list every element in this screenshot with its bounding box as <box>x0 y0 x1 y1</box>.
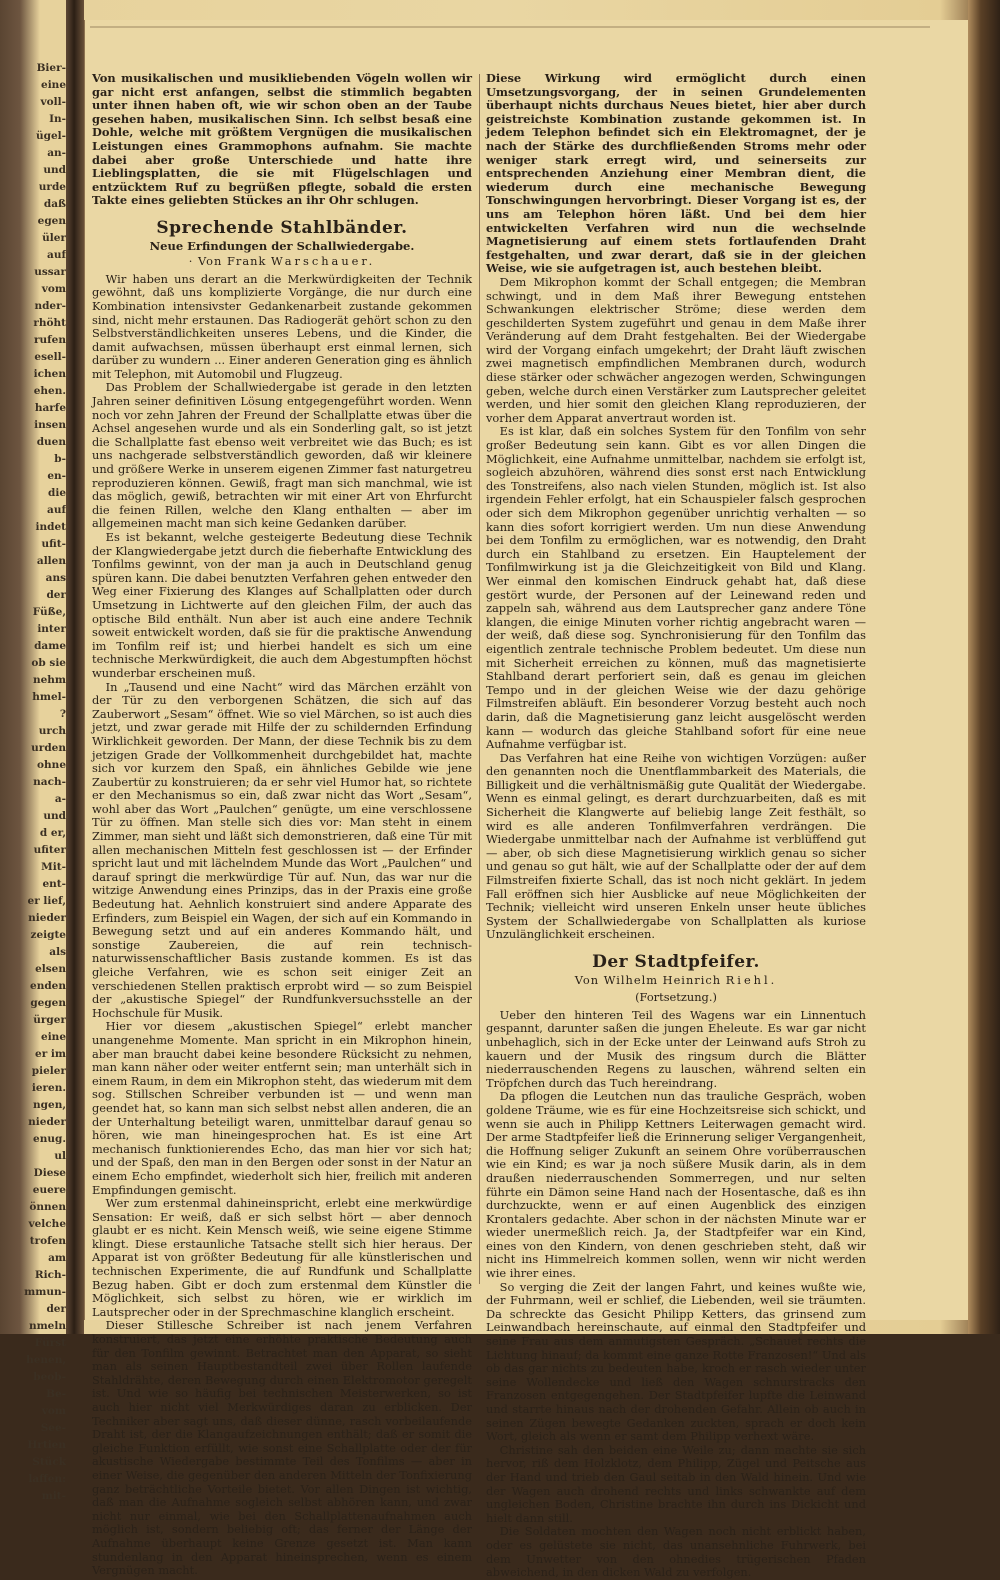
article2-paragraph: Die Soldaten mochten den Wagen noch nicht erblickt haben, oder es gelüstete sie nicht, das unansehnliche Fuhrwerk, bei dem Unwetter von den ohnedies trügerischen Pfaden abweichend, in den dicken Wald zu verfolgen. <box>486 1524 866 1580</box>
previous-page-fragment: eine <box>41 79 66 91</box>
previous-page-fragment: henen, <box>26 1354 66 1366</box>
previous-page-fragment: a- <box>54 793 66 805</box>
previous-page-fragment: allen <box>36 555 66 567</box>
book-gutter <box>66 0 84 1334</box>
previous-page-fragment: er im <box>35 1048 66 1060</box>
previous-page-fragment: urch <box>38 725 66 737</box>
previous-page-fragment: er lief, <box>27 895 66 907</box>
article1-byline-prefix: · Von Frank <box>188 254 267 269</box>
previous-page-fragment: ufit- <box>41 538 66 550</box>
previous-page-fragment: und <box>43 164 66 176</box>
previous-page-fragment: harfe <box>34 402 66 414</box>
previous-page-fragment: ? <box>59 708 66 720</box>
article1-paragraph: Das Verfahren hat eine Reihe von wichtigen Vorzügen: außer den genannten noch die Unentflammbarkeit des Materials, die Billigkeit und die verhältnismäßig gute Qualität der Wiedergabe. Wenn es einmal gelingt, es derart durchzuarbeiten, daß es mit Sicherheit die Klangwerte auf beliebig lange Zeit festhält, so wird es alle anderen Tonfilmverfahren verdrängen. Die Wiedergabe unmittelbar nach der Aufnahme ist verblüffend gut — aber, ob sich diese Magnetisierung wirklich genau so sicher und genau so gut hält, wie auf der Schallplatte oder der auf dem Filmstreifen fixierte Schall, das ist noch nicht geklärt. In jedem Fall eröffnen sich hier Ausblicke auf neue Möglichkeiten der Technik; vielleicht wird unseren Enkeln unser heute übliches System der Schallwiedergabe von Schallplatten als kuriose Unzulänglichkeit erscheinen. <box>486 750 866 942</box>
previous-page-fragment: voll- <box>40 96 66 108</box>
article2-byline-prefix: Von Wilhelm Heinrich <box>574 972 722 987</box>
previous-page-fragment: nehm <box>32 674 66 686</box>
previous-page-fragment: Füße, <box>32 606 66 618</box>
article2-paragraph: Ueber den hinteren Teil des Wagens war ein Linnentuch gespannt, darunter saßen die jungen Eheleute. Es war gar nicht unbehaglich, sich in der Ecke unter der Leinwand aufs Stroh zu kauern und der Musik des ringsum durch die Blätter niederrauschenden Regens zu lauschen, während selten ein Tröpfchen durch das Tuch hereindrang. <box>486 1007 866 1090</box>
previous-page-fragment: nmeln <box>28 1320 66 1332</box>
previous-page-fragment: Mit- <box>41 861 66 873</box>
previous-page-fragment: ohne <box>37 759 66 771</box>
previous-page-fragment: esell- <box>34 351 66 363</box>
previous-page-fragment: ehen. <box>33 385 66 397</box>
article2-title: Der Stadtpfeifer. <box>592 952 760 972</box>
previous-page-fragment: an- <box>47 147 66 159</box>
previous-page-fragment: als <box>49 946 66 958</box>
previous-page-fragment: inter <box>37 623 66 635</box>
previous-page-fragment: ichen <box>33 368 66 380</box>
article2-author: Riehl. <box>725 972 778 987</box>
previous-page-fragment: ussar <box>34 266 66 278</box>
previous-page-fragment: der <box>46 1303 66 1315</box>
previous-page-fragment: dame <box>34 640 66 652</box>
previous-page-fragment: nieder <box>28 912 66 924</box>
previous-page-edge <box>0 60 66 1502</box>
previous-page-fragment: indet <box>35 521 66 533</box>
previous-page-fragment: die <box>47 487 66 499</box>
previous-page-fragment: auf <box>47 249 66 261</box>
previous-page-fragment: zeigte <box>30 929 66 941</box>
previous-page-fragment: urden <box>31 742 66 754</box>
book-spine <box>968 0 1000 1334</box>
previous-page-fragment: mit- <box>41 1490 66 1502</box>
previous-page-fragment: önnen <box>29 1201 66 1213</box>
previous-page-fragment: trofen <box>29 1235 66 1247</box>
column-divider <box>479 74 480 1284</box>
article1-paragraph: Wer zum erstenmal dahineinspricht, erlebt eine merkwürdige Sensation: Er weiß, daß er sich selbst hört — aber dennoch glaubt er es nicht. Kein Mensch weiß, wie seine eigene Stimme klingt. Diese erstaunliche Tatsache stellt sich hier heraus. Der Apparat ist von größter Bedeutung für alle künstlerischen und technischen Experimente, die auf Rundfunk und Schallplatte Bezug haben. Gibt er doch zum erstenmal dem Künstler die Möglichkeit, sich selbst zu hören, wie er wirklich im Lautsprecher oder in der Sprechmaschine klanglich erscheint. <box>92 1196 472 1319</box>
article2-paragraph: Da pflogen die Leutchen nun das trauliche Gespräch, woben goldene Träume, wie es für eine Hochzeitsreise sich schickt, und wenn sie auch in Philipp Kettners Leiterwagen gemacht wird. Der arme Stadtpfeifer ließ die Erinnerung seliger Vergangenheit, die Hoffnung seliger Zukunft an seinem Ohre vorüberrauschen wie ein Kind; es war ja noch süßere Musik darin, als in dem draußen niederrauschenden Sommerregen, und nur selten führte ein Dämon seine Hand nach der Hosentasche, daß es ihn durchzuckte, wenn er auf einen Augenblick des einzigen Krontalers gedachte. Aber schon in der nächsten Minute war er wieder unermeßlich reich. Ja, der Stadtpfeifer war ein Kind, eines von den Kindern, von denen geschrieben steht, daß wir nicht ins Himmelreich kommen sollen, wenn wir nicht werden wie ihrer eines. <box>486 1089 866 1281</box>
previous-page-fragment: duen <box>36 436 66 448</box>
previous-page-fragment: auf <box>47 504 66 516</box>
article1-continued-lead: Diese Wirkung wird ermöglicht durch einen Umsetzungsvorgang, der in seinen Grundelementen überhaupt nichts durchaus Neues bietet, hier aber durch geistreichste Kombination zustande gekommen ist. In jedem Telephon befindet sich ein Elektromagnet, der je nach der Stärke des durchfließenden Stroms mehr oder weniger stark erregt wird, und seinerseits zur entsprechenden Anziehung einer Membran dient, die wiederum durch eine mechanische Bewegung Tonschwingungen hervorbringt. Dieser Vorgang ist es, der uns am Telephon hören läßt. Und bei dem hier entwickelten Verfahren wird nun die wechselnde Magnetisierung auf einem stets fortlaufenden Draht festgehalten, und zwar derart, daß sie in der gleichen Weise, wie sie aufgetragen ist, auch bestehen bleibt. <box>486 71 866 276</box>
previous-page-fragment: Be- <box>46 1388 66 1400</box>
previous-page-fragment: ans <box>45 572 66 584</box>
previous-page-fragment: daß <box>43 198 66 210</box>
previous-page-fragment: nder- <box>34 300 66 312</box>
previous-page-fragment: ngen, <box>33 1099 66 1111</box>
previous-page-fragment: b- <box>54 453 66 465</box>
previous-page-fragment: ul <box>54 1150 66 1162</box>
previous-page-fragment: vom <box>41 283 66 295</box>
previous-page-fragment: beob- <box>33 1371 66 1383</box>
previous-page-fragment: Rich- <box>34 1269 66 1281</box>
previous-page-fragment: rhöht <box>33 317 66 329</box>
previous-page-fragment: In- <box>49 113 66 125</box>
previous-page-fragment: Diese <box>33 1167 66 1179</box>
article2-byline <box>486 974 866 988</box>
previous-page-fragment: Hrtien <box>27 1439 66 1451</box>
article1-paragraph: Dieser Stillesche Schreiber ist nach jenem Verfahren konstruiert, das jetzt eine erhöhte praktische Bedeutung auch für den Tonfilm gewinnt. Betrachtet man den Apparat, so sieht man als seinen Hauptbestandteil zwei über Rollen laufende Stahldrähte, deren Bewegung durch einen Elektromotor geregelt ist. Und wie so häufig bei technischen Meisterwerken, so ist auch hier nicht viel Merkwürdiges daran zu erblicken. Der Techniker aber sagt uns, daß dieser dünne, rasch vorbeilaufende Draht ist, der die Klangaufzeichnungen enthält; daß er somit die gleiche Funktion erfüllt, wie sonst eine Schallplatte oder der für akustische Wiedergabe bestimmte Teil des Tonfilms — aber in einer Weise, die gegenüber den anderen Mitteln der Tonfixierung ganz beträchtliche Vorteile bietet. Vor allen Dingen ist wichtig, daß man die Aufnahme sogleich selbst abhören kann, und zwar nicht nur einmal, wie bei den Schallplattenaufnahmen auch möglich ist, sondern beliebig oft; das ferner der Länge der Aufnahme überhaupt keine Grenze gesetzt ist. Man kann stundenlang in den Apparat hineinsprechen, wenn es einem Vergnügen macht. <box>92 1318 472 1578</box>
article1-paragraph: Wir haben uns derart an die Merkwürdigkeiten der Technik gewöhnt, daß uns komplizierte Vorgänge, die nur durch eine Kombination intensivster Gedankenarbeit zustande gekommen sind, nicht mehr erstaunen. Das Radiogerät gehört schon zu den Selbstverständlichkeiten unseres Lebens, und die Kinder, die damit aufwachsen, müssen überhaupt erst einmal lernen, sich darüber zu wundern ... Einer anderen Generation ging es ähnlich mit Telephon, mit Automobil und Flugzeug. <box>92 271 472 381</box>
previous-page-fragment: nieder <box>28 1116 66 1128</box>
article2-paragraph: So verging die Zeit der langen Fahrt, und keines wußte wie, der Fuhrmann, weil er schlief, die Liebenden, weil sie träumten. Da schreckte das Gesicht Philipp Ketters, das grinsend zum Leinwandbach hereinschaute, auf einmal den Stadtpfeifer und seine Frau aus dem anmutigsten Gespräch. „Schauet rechts die Lichtung hinauf; da kommt eine ganze Rotte Franzosen!“ Und als ob das gar nichts zu bedeuten habe, kroch er rasch wieder unter seine Wollendecke und ließ den Wagen schnurstracks den Franzosen entgegengehen. Der Stadtpfeifer lupfte die Leinwand und starrte hinaus nach der drohenden Gefahr. Allein ob auch in seinen Zügen bewegte Gedanken zuckten, sprach er doch kein Wort, gleich als wenn er samt dem Philipp verhext wäre. <box>486 1279 866 1444</box>
intro-paragraph: Von musikalischen und musikliebenden Vögeln wollen wir gar nicht erst anfangen, selbst die stimmlich begabten unter ihnen haben oft, wie wir schon oben an der Taube gesehen haben, musikalischen Sinn. Ich selbst besaß eine Dohle, welche mit größtem Vergnügen die musikalischen Leistungen eines Grammophons aufnahm. Sie machte dabei aber große Unterschiede und hatte ihre Lieblingsplatten, die sie mit Flügelschlagen und entzücktem Ruf zu begrüßen pflegte, sobald die ersten Takte eines geliebten Stückes an ihr Ohr schlugen. <box>92 71 472 208</box>
previous-page-fragment: ieren. <box>31 1082 66 1094</box>
left-column <box>92 72 472 1578</box>
previous-page-fragment: d er, <box>39 827 66 839</box>
previous-page-fragment: urde <box>38 181 66 193</box>
previous-page-fragment: und <box>43 810 66 822</box>
article1-paragraph: Es ist bekannt, welche gesteigerte Bedeutung diese Technik der Klangwiedergabe jetzt durch die fieberhafte Entwicklung des Tonfilms gewinnt, von der man ja auch in Deutschland genug spüren kann. Die dabei benutzten Verfahren gehen entweder den Weg einer Fixierung des Klanges auf Schallplatten oder durch Umsetzung in Lichtwerte auf den gleichen Film, der auch das optische Bild enthält. Nun aber ist auch eine andere Technik soweit entwickelt worden, daß sie für die praktische Anwendung im Tonfilm reif ist; und hierbei handelt es sich um eine technische Merkwürdigkeit, die auch dem Abgestumpften höchst wunderbar erscheinen muß. <box>92 530 472 680</box>
previous-page-fragment: ent- <box>42 878 66 890</box>
previous-page-fragment: gegen <box>30 997 66 1009</box>
previous-page-fragment: ürger <box>33 1014 66 1026</box>
previous-page-fragment: ügel- <box>35 130 66 142</box>
previous-page-fragment: enden <box>30 980 66 992</box>
article1-paragraph: In „Tausend und eine Nacht“ wird das Märchen erzählt von der Tür zu den verborgenen Schätzen, die sich auf das Zauberwort „Sesam“ öffnet. Wie so viel Märchen, so ist auch dies jetzt, und zwar gerade mit Hilfe der zu schildernden Erfindung Wirklichkeit geworden. Der Mann, der diese Technik bis zu dem jetzigen Grade der Vollkommenheit durchgebildet hat, machte sich vor kurzem den Spaß, ein ähnliches Gebilde wie jene Zaubertür zu konstruieren; da er sehr viel Humor hat, so richtete er den Mechanismus so ein, daß zwar nicht das Wort „Sesam“, wohl aber das Wort „Paulchen“ genügte, um eine verschlossene Tür zu öffnen. Man stelle sich dies vor: Man steht in einem Zimmer, man sieht und läßt sich demonstrieren, daß eine Tür mit allen mechanischen Mitteln fest geschlossen ist — der Erfinder spricht laut und mit lächelndem Munde das Wort „Paulchen“ und darauf springt die merkwürdige Tür auf. Nun, das war nur die witzige Anwendung eines Prinzips, das in der Praxis eine große Bedeutung hat. Aehnlich konstruiert sind andere Apparate des Erfinders, zum Beispiel ein Wagen, der sich auf ein Kommando in Bewegung setzt und auf ein anderes Kommando hält, und sonstige Zaubereien, die auf rein technisch-naturwissenschaftlicher Basis zustande kommen. Es ist das gleiche Verfahren, wie es schon seit einiger Zeit an verschiedenen Stellen praktisch erprobt wird — so zum Beispiel der „akustische Spiegel“ der Rundfunkversuchsstelle an der Hochschule für Musik. <box>92 679 472 1020</box>
previous-page-fragment: velche <box>28 1218 66 1230</box>
previous-page-fragment: insen <box>34 419 66 431</box>
article2-continuation-note: (Fortsetzung.) <box>635 990 717 1005</box>
previous-page-fragment: nach- <box>33 776 66 788</box>
previous-page-fragment: laffen: <box>28 1473 66 1485</box>
previous-page-fragment: der <box>46 589 66 601</box>
previous-page-fragment: elsen <box>35 963 66 975</box>
previous-page-fragment: ob sie <box>31 657 66 669</box>
article1-paragraph: Hier vor diesem „akustischen Spiegel“ erlebt mancher unangenehme Momente. Man spricht in ein Mikrophon hinein, aber man braucht dabei keine besondere Rücksicht zu nehmen, man kann näher oder weiter entfernt sein; man unterhält sich in einem Raum, in dem ein Mikrophon steht, das wiederum mit dem sog. Stillschen Schreiber verbunden ist — und wenn man geendet hat, so kann man sich selbst nebst allen anderen, die an der Unterhaltung beteiligt waren, unmittelbar darauf genau so hören, wie man hineingesprochen hat. Es ist eine Art mechanisch funktionierendes Echo, das man hier vor sich hat; und der Spaß, den man in den Bergen oder sonst in der Natur an einem Echo empfindet, wiederholt sich hier, freilich mit anderen Empfindungen gemischt. <box>92 1019 472 1197</box>
previous-page-fragment: ufiter <box>33 844 66 856</box>
right-column <box>486 72 866 1580</box>
previous-page-fragment: egen <box>37 215 66 227</box>
previous-page-fragment: hmel- <box>32 691 66 703</box>
previous-page-fragment: enug. <box>33 1133 66 1145</box>
previous-page-fragment: euere <box>32 1184 66 1196</box>
previous-page-fragment: am <box>48 1252 66 1264</box>
previous-page-fragment: eine <box>41 1031 66 1043</box>
article1-title: Sprechende Stahlbänder. <box>156 217 408 238</box>
page-top-rule <box>90 26 930 36</box>
article1-byline <box>92 255 472 269</box>
previous-page-fragment: en- <box>47 470 66 482</box>
article1-paragraph: Dem Mikrophon kommt der Schall entgegen; die Membran schwingt, und in dem Maß ihrer Bewegung entstehen Schwankungen elektrischer Ströme; diese werden dem geschilderten System zugeführt und genau in dem Maße ihrer Veränderung auf dem Draht festgehalten. Bei der Wiedergabe wird der Vorgang einfach umgekehrt; der Draht läuft zwischen zwei magnetisch empfindlichen Membranen durch, wodurch diese stärker oder schwächer angezogen werden, Schwingungen geben, welche durch einen Verstärker zum Lautsprecher geleitet werden, und hier somit den gleichen Klang reproduzieren, der vorher dem Apparat anvertraut worden ist. <box>486 274 866 425</box>
article1-author: Warschauer. <box>271 254 376 269</box>
previous-page-fragment: vom <box>41 1405 66 1417</box>
previous-page-fragment: pieler <box>31 1065 66 1077</box>
article1-subtitle: Neue Erfindungen der Schallwiedergabe. <box>149 238 415 253</box>
previous-page-fragment: Fürst <box>34 1337 66 1349</box>
article2-paragraph: Christine sah den beiden eine Weile zu; dann machte sie sich hervor, riß dem Holzklotz, dem Philipp, Zügel und Peitsche aus der Hand und trieb den Gaul seitab in den Wald hinein. Und wie der Wagen auch drohend rechts und links schwankte auf dem ungleichen Boden, Christine brachte ihn durch ins Dickicht und hielt dann still. <box>486 1442 866 1525</box>
previous-page-fragment: Stück <box>32 1456 66 1468</box>
previous-page-fragment: Bier- <box>36 62 66 74</box>
previous-page-fragment: mmun- <box>24 1286 66 1298</box>
previous-page-fragment: üler <box>42 232 66 244</box>
previous-page-fragment: See- <box>40 1422 66 1434</box>
article1-paragraph: Das Problem der Schallwiedergabe ist gerade in den letzten Jahren seiner definitiven Lösung entgegengeführt worden. Wenn noch vor zehn Jahren der Freund der Schallplatte etwas über die Achsel angesehen wurde und als ein Sonderling galt, so ist jetzt die Schallplatte fast ebenso weit verbreitet wie das Buch; es ist uns nachgerade selbstverständlich geworden, daß wir kleinere und größere Werke in unserem eigenen Zimmer fast naturgetreu reproduzieren können. Gewiß, fragt man sich manchmal, wie ist das möglich, gewiß, betrachten wir mit einer Art von Ehrfurcht die feinen Rillen, welche den Klang enthalten — aber im allgemeinen macht man sich keine Gedanken darüber. <box>92 380 472 531</box>
previous-page-fragment: rufen <box>34 334 66 346</box>
article1-paragraph: Es ist klar, daß ein solches System für den Tonfilm von sehr großer Bedeutung sein kann. Gibt es vor allen Dingen die Möglichkeit, eine Aufnahme unmittelbar, nachdem sie erfolgt ist, sogleich abzuhören, während dies sonst erst nach Entwicklung des Tonstreifens, also nach vielen Stunden, möglich ist. Ist also irgendein Fehler erfolgt, hat ein Schauspieler falsch gesprochen oder sich dem Mikrophon gegenüber unrichtig verhalten — so kann dies sofort korrigiert werden. Um nun diese Anwendung bei dem Tonfilm zu ermöglichen, war es notwendig, den Draht durch ein Stahlband zu ersetzen. Ein Hauptelement der Tonfilmwirkung ist ja die Gleichzeitigkeit von Bild und Klang. Wer einmal den komischen Eindruck gehabt hat, daß diese gestört wurde, der Personen auf der Leinewand reden und zappeln sah, während aus dem Lautsprecher ganz andere Töne klangen, die einige Minuten vorher richtig angebracht waren — der weiß, daß diese sog. Synchronisierung für den Tonfilm das eigentlich zentrale technische Problem bedeutet. Um diese nun mit Sicherheit erreichen zu können, muß das magnetisierte Stahlband derart perforiert sein, daß es genau im gleichen Tempo und in der gleichen Weise wie der dazu gehörige Filmstreifen abläuft. Ein besonderer Vorzug besteht auch noch darin, daß die Magnetisierung ganz leicht ausgelöscht werden kann — wodurch das gleiche Stahlband sofort für eine neue Aufnahme verfügbar ist. <box>486 424 866 752</box>
